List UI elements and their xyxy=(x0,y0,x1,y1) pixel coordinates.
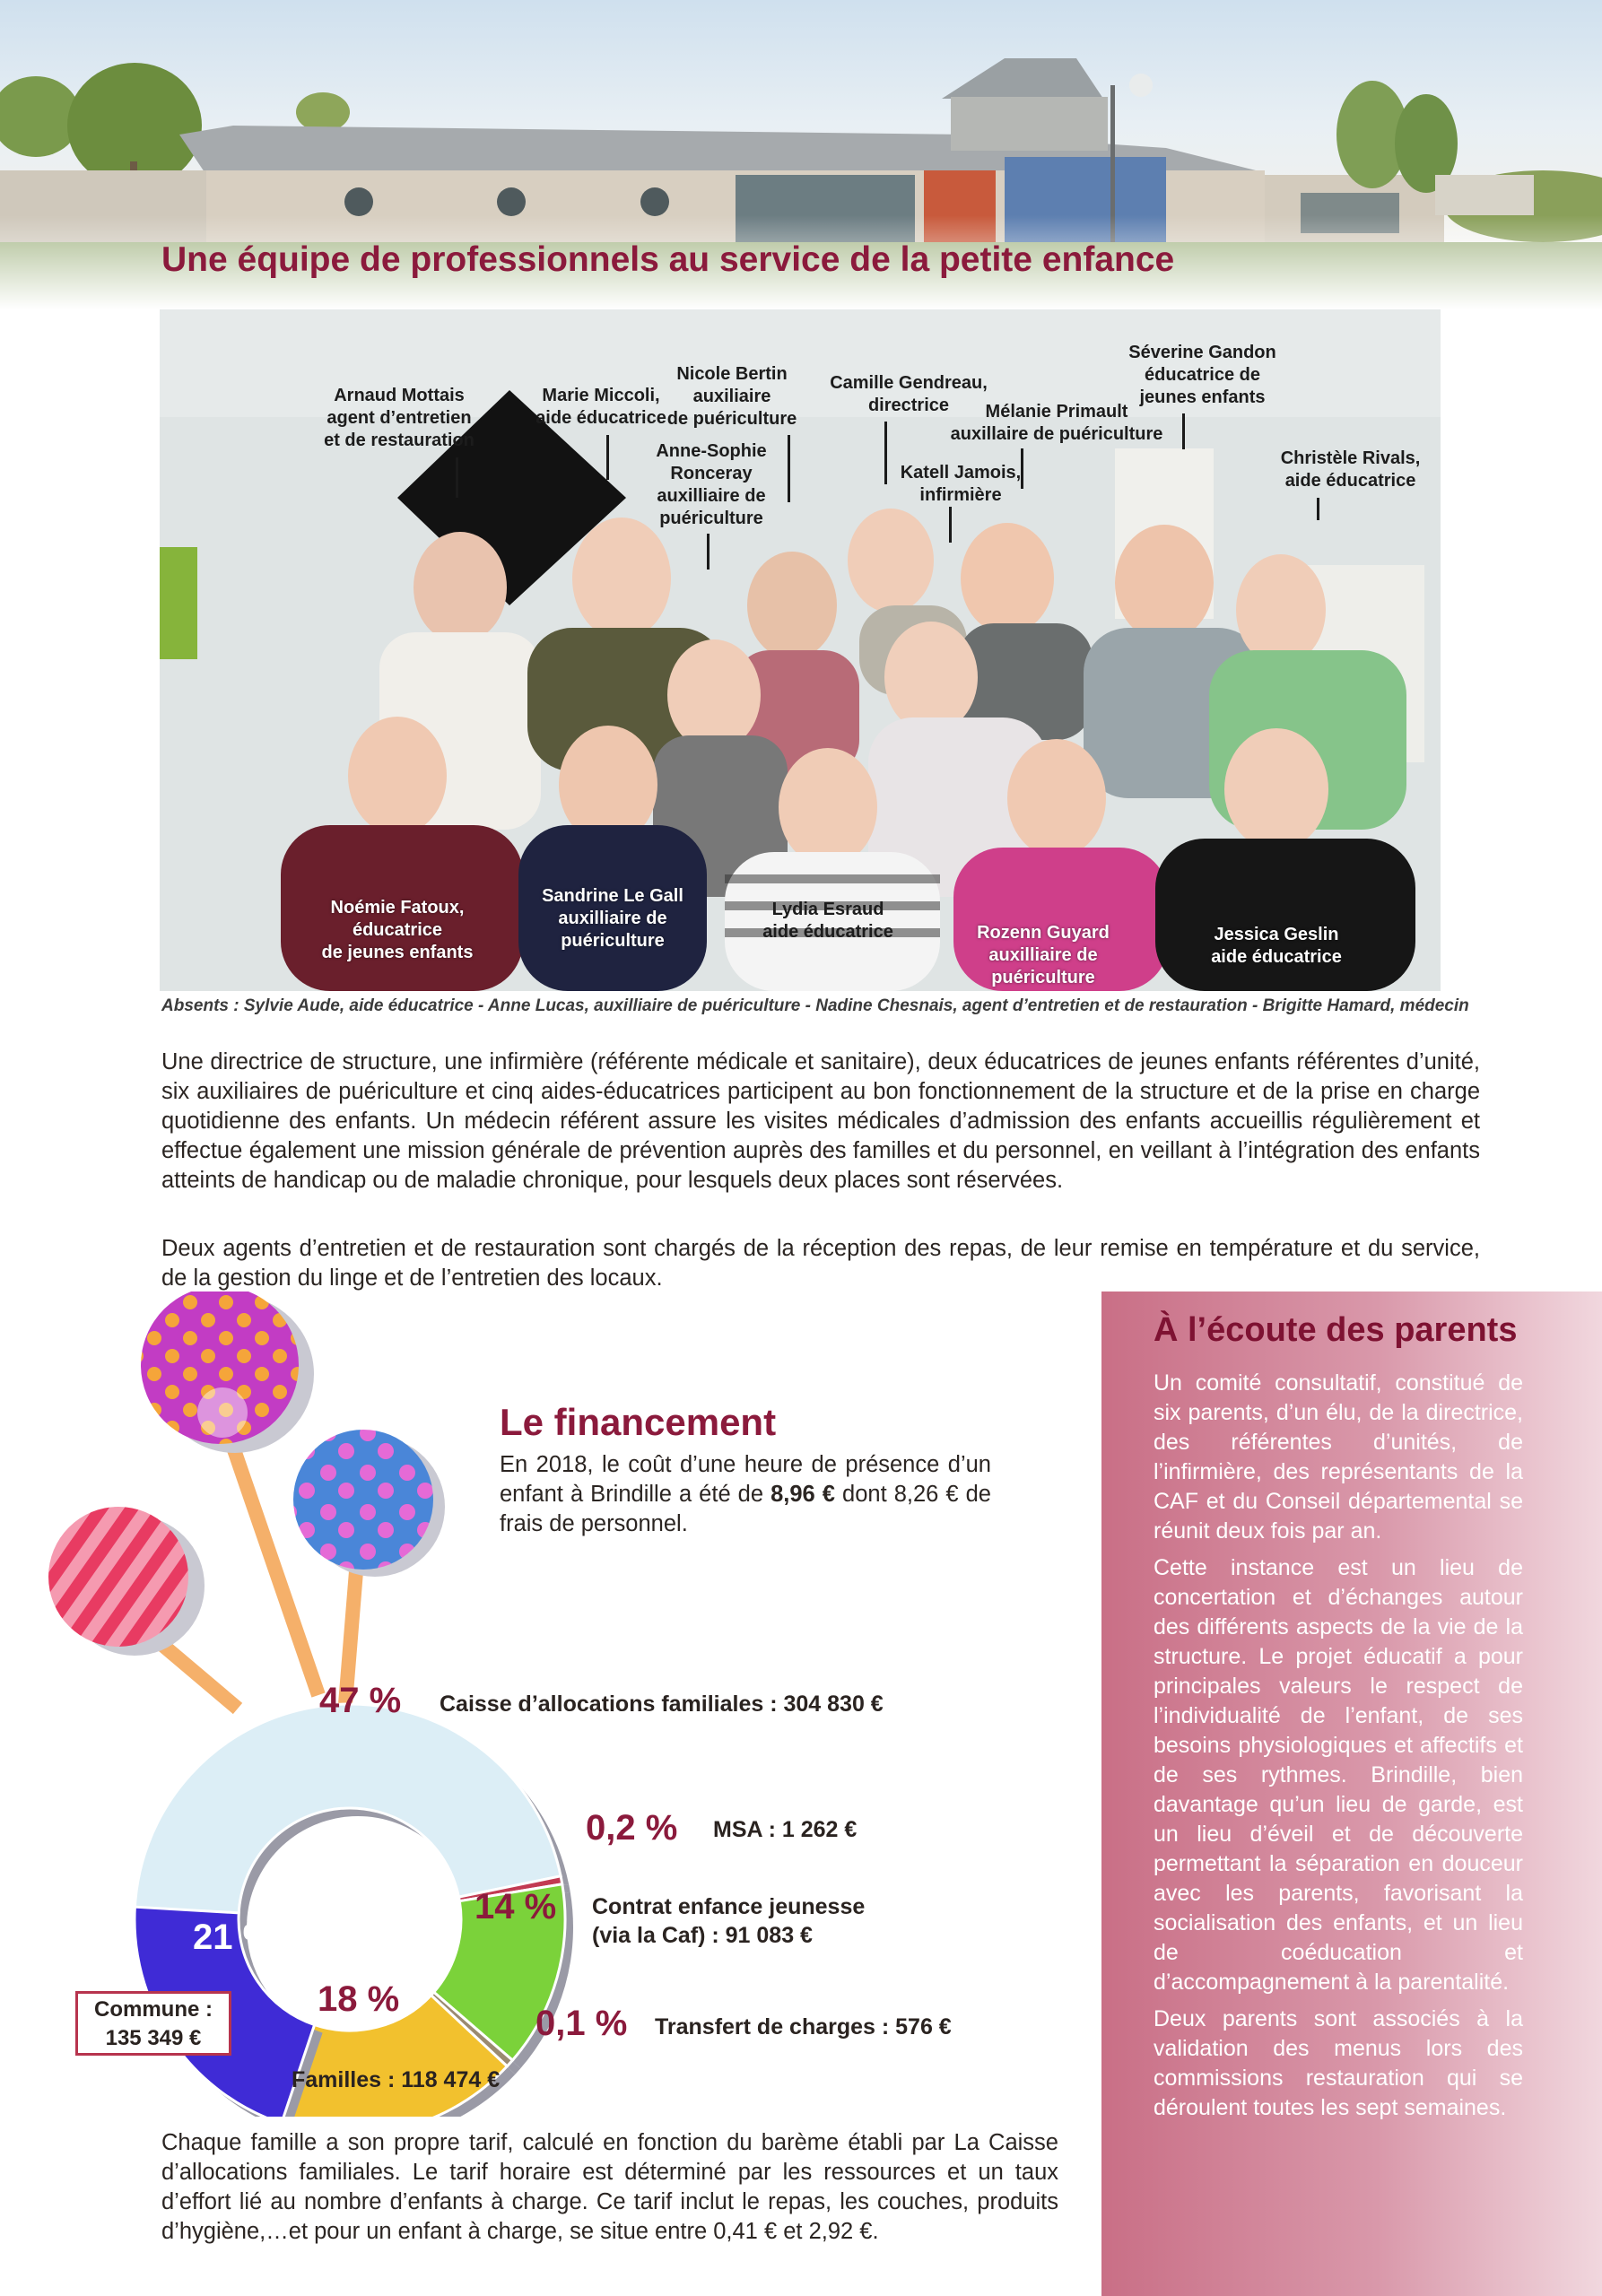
financement-title: Le financement xyxy=(500,1401,777,1443)
financement-text-before: En 2018, le coût d’une heure de présence d’un enfant à Brindille a été de xyxy=(500,1452,991,1507)
label-katell: Katell Jamois, infirmière xyxy=(900,463,1022,505)
label-christele: Christèle Rivals, aide éducatrice xyxy=(1280,448,1421,491)
label-nicole: Nicole Bertin auxiliaire de puériculture xyxy=(666,364,797,429)
label-jessica: Jessica Geslin aide éducatrice xyxy=(1211,925,1342,967)
label-anne-sophie: Anne-Sophie Ronceray auxilliaire de puériculture xyxy=(656,441,767,528)
percent-familles: 18 % xyxy=(318,1979,400,2019)
absents-caption: Absents : Sylvie Aude, aide éducatrice - Anne Lucas, auxilliaire de puériculture - Nadine Chesnais, agent d’entretien et de restauration - Brigitte Hamard, médecin xyxy=(161,996,1469,1015)
leader-line xyxy=(1182,413,1185,449)
parents-paragraph-1: Un comité consultatif, constitué de six parents, d’un élu, de la directrice, des référentes d’unités, de l’infirmière, des représentants de la CAF et du Conseil départemental se réunit deux fois par an. xyxy=(1154,1370,1523,1544)
segment-label-msa: MSA : 1 262 € xyxy=(713,1817,858,1842)
parents-text xyxy=(1154,1369,1523,2130)
leader-line xyxy=(1317,498,1319,520)
percent-caf: 47 % xyxy=(319,1681,402,1720)
page-title: Une équipe de professionnels au service de la petite enfance xyxy=(161,240,1175,279)
segment-label-transfert: Transfert de charges : 576 € xyxy=(655,2014,952,2039)
label-melanie: Mélanie Primault auxillaire de puériculture xyxy=(950,402,1163,444)
leader-line xyxy=(949,507,952,543)
label-severine: Séverine Gandon éducatrice de jeunes enfants xyxy=(1128,343,1276,407)
label-noemie: Noémie Fatoux, éducatrice de jeunes enfants xyxy=(321,898,474,962)
label-arnaud: Arnaud Mottais agent d’entretien et de restauration xyxy=(324,386,475,450)
leader-line xyxy=(456,457,458,498)
leader-line xyxy=(707,534,710,570)
team-paragraph-1: Une directrice de structure, une infirmière (référente médicale et sanitaire), deux éducatrices de jeunes enfants référentes d’unité, six auxiliaires de puériculture et cinq aides-éducatrices participent au bon fonctionnement de la structure et de la prise en charge quotidienne des enfants. Un médecin référent assure les visites médicales d’admission des enfants accueillis régulièrement et effectue également une mission générale de prévention auprès des familles et du personnel, en veillant à l’intégration des enfants atteints de handicap ou de maladie chronique, pour lesquels deux places sont réservées. xyxy=(161,1049,1480,1193)
label-rozenn: Rozenn Guyard auxilliaire de puériculture xyxy=(977,923,1110,987)
financement-amount: 8,96 € xyxy=(771,1482,835,1507)
segment-label-caf: Caisse d’allocations familiales : 304 830 € xyxy=(440,1692,884,1717)
label-camille: Camille Gendreau, directrice xyxy=(830,373,988,415)
tarif-paragraph: Chaque famille a son propre tarif, calculé en fonction du barème établi par La Caisse d’allocations familiales. Le tarif horaire est déterminé par les ressources et un taux d’effort lié au nombre d’enfants à charge. Ce tarif inclut le repas, les couches, produits d’hygiène,…et pour un enfant à charge, se situe entre 0,41 € et 2,92 €. xyxy=(161,2130,1058,2244)
label-sandrine: Sandrine Le Gall auxilliaire de puériculture xyxy=(542,886,683,951)
financement-text xyxy=(500,1450,991,1539)
leader-line xyxy=(606,435,609,480)
parents-panel xyxy=(1101,1292,1602,2296)
parents-title: À l’écoute des parents xyxy=(1154,1311,1518,1349)
lollipops-decoration xyxy=(48,1292,445,1709)
label-marie: Marie Miccoli, aide éducatrice xyxy=(535,386,666,428)
percent-transfert: 0,1 % xyxy=(535,2004,628,2043)
team-paragraph-2: Deux agents d’entretien et de restauration sont chargés de la réception des repas, de leur remise en température et du service, de la gestion du linge et de l’entretien des locaux. xyxy=(161,1236,1480,1291)
segment-label-familles: Familles : 118 474 € xyxy=(292,2067,501,2092)
percent-commune: 21 % xyxy=(193,1918,275,1957)
leader-line xyxy=(788,435,790,502)
financement-text-after: dont 8,26 € de frais de personnel. xyxy=(500,1482,991,1536)
commune-label-text: Commune : 135 349 € xyxy=(94,1997,213,2050)
percent-msa: 0,2 % xyxy=(586,1808,678,1848)
segment-label-commune xyxy=(75,1991,231,2056)
team-photo xyxy=(160,309,1441,991)
parents-paragraph-3: Deux parents sont associés à la validation des menus lors des commissions restauration qui se déroulent toutes les sept semaines. xyxy=(1154,2006,1523,2120)
parents-paragraph-2: Cette instance est un lieu de concertation et d’échanges autour des différents aspects de la vie de la structure. Le projet éducatif a pour principales valeurs le respect de l’individualité de l’enfant, de ses besoins physiologiques et affectifs et de ses rythmes. Brindille, bien davantage qu’un lieu de garde, est un lieu d’éveil et de découverte permettant la séparation en douceur avec les parents, favorisant la socialisation des enfants, et un lieu de coéducation et d’accompagnement à la parentalité. xyxy=(1154,1555,1523,1995)
percent-contrat: 14 % xyxy=(475,1887,557,1926)
segment-label-contrat: Contrat enfance jeunesse (via la Caf) : 91 083 € xyxy=(592,1894,866,1948)
label-lydia: Lydia Esraud aide éducatrice xyxy=(762,900,893,942)
